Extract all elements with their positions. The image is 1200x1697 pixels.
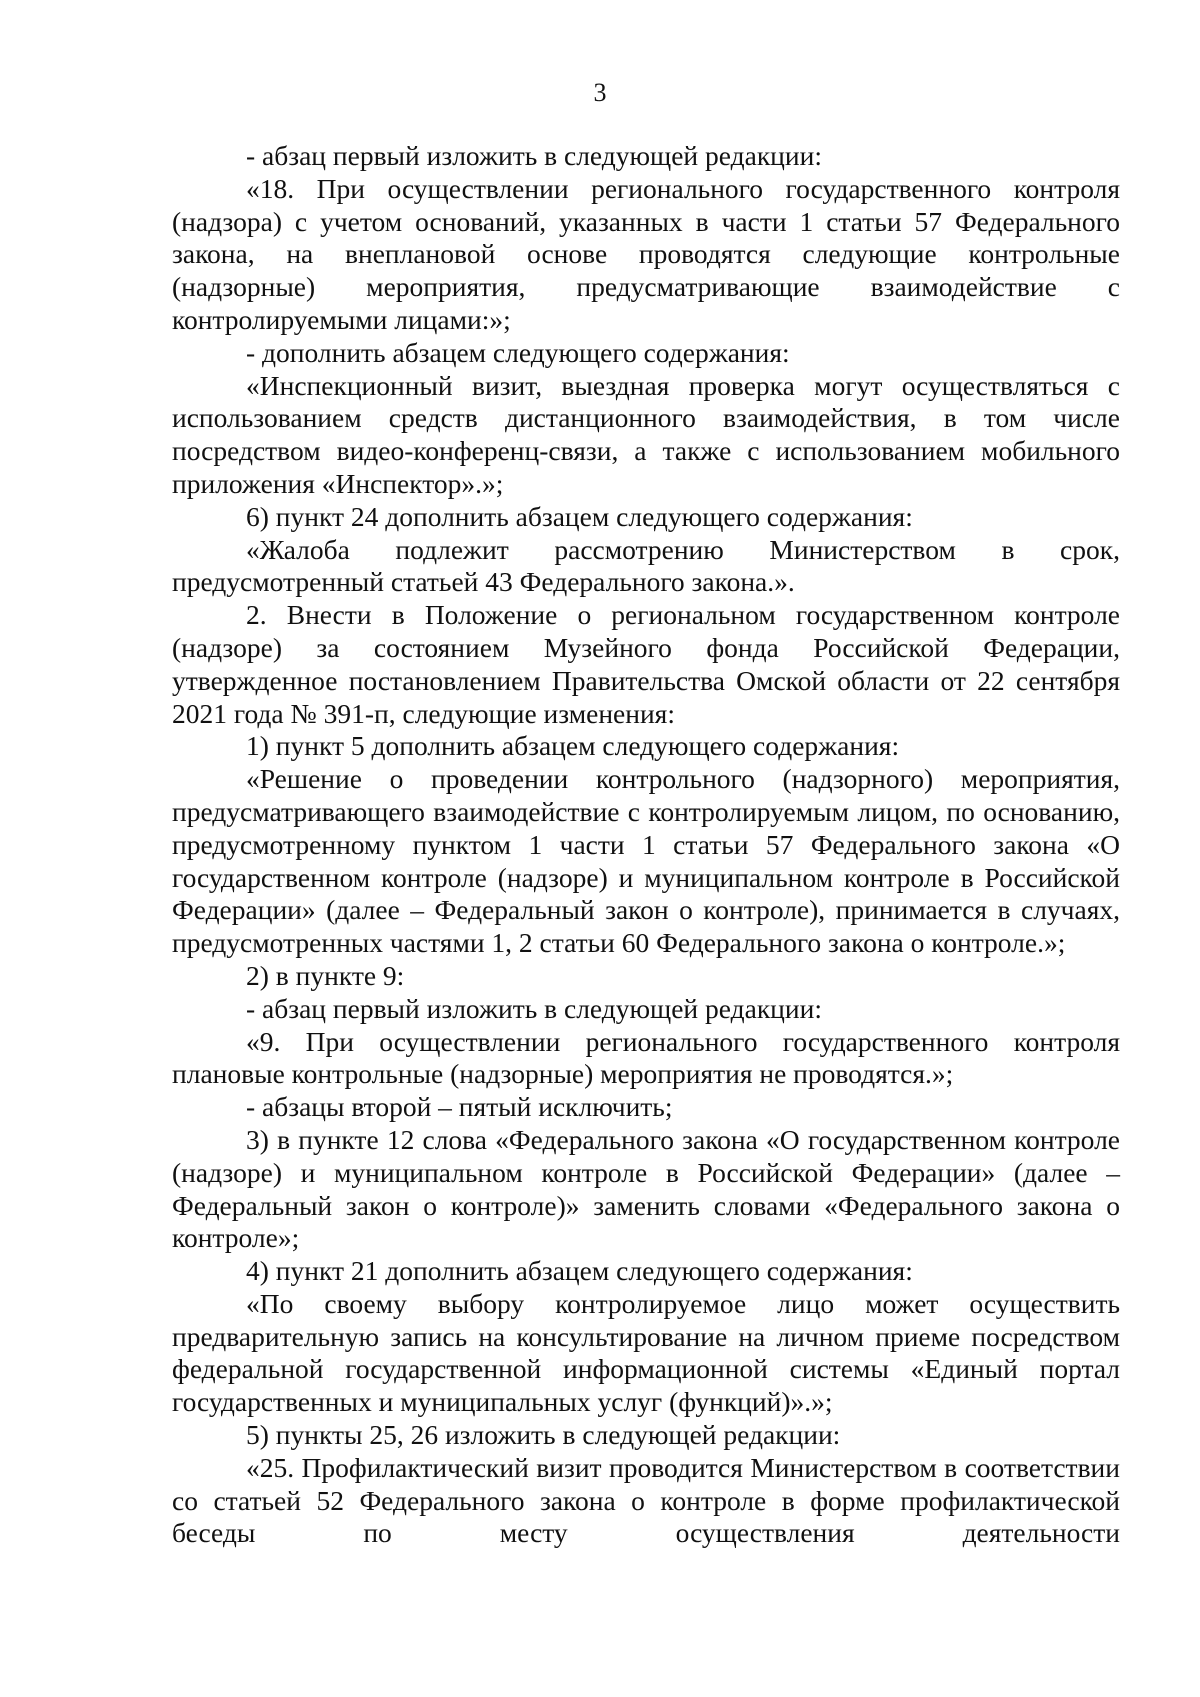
paragraph: - дополнить абзацем следующего содержания: [246, 336, 790, 368]
paragraph: «Инспекционный визит, выездная проверка могут осуществляться с использованием средств дистанционного взаимодействия, в том числе посредством видео-конференц-связи, а также с использованием мобильного приложения «Инспектор».»; [172, 369, 1120, 499]
paragraph: 2. Внести в Положение о региональном государственном контроле (надзоре) за состоянием Музейного фонда Российской Федерации, утвержденное постановлением Правительства Омской области от 22 сентября 2021 года № 391-п, следующие изменения: [172, 599, 1120, 729]
paragraph: 1) пункт 5 дополнить абзацем следующего содержания: [246, 730, 900, 762]
paragraph: 6) пункт 24 дополнить абзацем следующего содержания: [246, 500, 913, 532]
paragraph: - абзац первый изложить в следующей редакции: [246, 140, 822, 171]
paragraph: «9. При осуществлении регионального государственного контроля плановые контрольные (надзорные) мероприятия не проводятся.»; [172, 1025, 1120, 1090]
paragraph: 2) в пункте 9: [246, 959, 405, 991]
paragraph: - абзацы второй – пятый исключить; [246, 1091, 673, 1123]
page-number: 3 [593, 78, 607, 107]
paragraph: «18. При осуществлении регионального государственного контроля (надзора) с учетом оснований, указанных в части 1 статьи 57 Федерального закона, на внеплановой основе проводятся следующие контрольные (надзорные) мероприятия, предусматривающие взаимодействие с контролируемыми лицами:»; [172, 172, 1120, 335]
document-body [172, 140, 1120, 1550]
paragraph: 5) пункты 25, 26 изложить в следующей редакции: [246, 1419, 841, 1451]
paragraph: 4) пункт 21 дополнить абзацем следующего содержания: [246, 1255, 913, 1287]
paragraph: «25. Профилактический визит проводится Министерством в соответствии со статьей 52 Федерального закона о контроле в форме профилактической беседы по месту осуществления деятельности [172, 1451, 1120, 1549]
paragraph: «По своему выбору контролируемое лицо может осуществить предварительную запись на консультирование на личном приеме посредством федеральной государственной информационной системы «Единый портал государственных и муниципальных услуг (функций)».»; [172, 1287, 1120, 1418]
paragraph: 3) в пункте 12 слова «Федерального закона «О государственном контроле (надзоре) и муниципальном контроле в Российской Федерации» (далее – Федеральный закон о контроле)» заменить словами «Федерального закона о контроле»; [172, 1123, 1120, 1254]
paragraph: «Решение о проведении контрольного (надзорного) мероприятия, предусматривающего взаимодействие с контролируемым лицом, по основанию, предусмотренному пунктом 1 части 1 статьи 57 Федерального закона «О государственном контроле (надзоре) и муниципальном контроле в Российской Федерации» (далее – Федеральный закон о контроле), принимается в случаях, предусмотренных частями 1, 2 статьи 60 Федерального закона о контроле.»; [172, 763, 1120, 959]
paragraph: - абзац первый изложить в следующей редакции: [246, 992, 822, 1024]
paragraph: «Жалоба подлежит рассмотрению Министерством в срок, предусмотренный статьей 43 Федерального закона.». [172, 533, 1120, 598]
